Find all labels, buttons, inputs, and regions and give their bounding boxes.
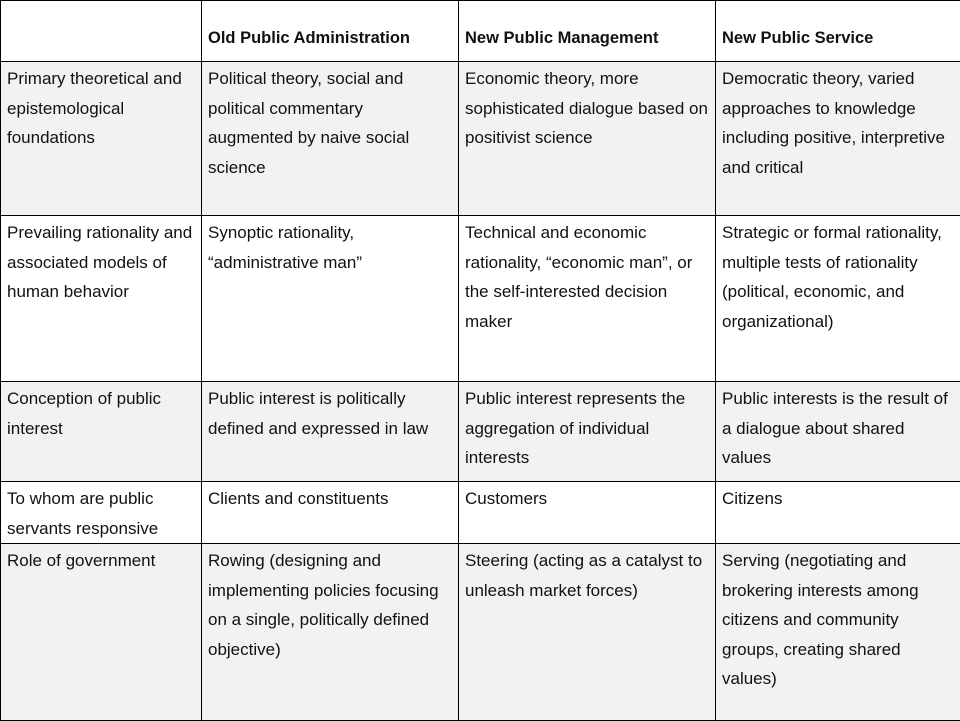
row-label: To whom are public servants responsive	[1, 482, 202, 544]
header-cell-empty	[1, 1, 202, 62]
cell-old-public-administration: Clients and constituents	[202, 482, 459, 544]
header-row	[1, 1, 960, 62]
cell-new-public-management: Economic theory, more sophisticated dialogue based on positivist science	[459, 62, 716, 216]
row-label: Conception of public interest	[1, 382, 202, 482]
cell-new-public-service: Public interests is the result of a dialogue about shared values	[716, 382, 960, 482]
cell-new-public-management: Customers	[459, 482, 716, 544]
cell-new-public-service: Strategic or formal rationality, multiple tests of rationality (political, economic, and organizational)	[716, 216, 960, 382]
header-cell-old-public-administration: Old Public Administration	[202, 1, 459, 62]
cell-old-public-administration: Synoptic rationality, “administrative man”	[202, 216, 459, 382]
cell-old-public-administration: Political theory, social and political commentary augmented by naive social science	[202, 62, 459, 216]
row-label: Prevailing rationality and associated models of human behavior	[1, 216, 202, 382]
cell-old-public-administration: Rowing (designing and implementing policies focusing on a single, politically defined objective)	[202, 544, 459, 721]
cell-new-public-service: Democratic theory, varied approaches to knowledge including positive, interpretive and critical	[716, 62, 960, 216]
cell-new-public-management: Steering (acting as a catalyst to unleash market forces)	[459, 544, 716, 721]
header-cell-new-public-management: New Public Management	[459, 1, 716, 62]
table-row	[1, 544, 960, 721]
table-row	[1, 382, 960, 482]
cell-old-public-administration: Public interest is politically defined and expressed in law	[202, 382, 459, 482]
table-row	[1, 216, 960, 382]
cell-new-public-management: Technical and economic rationality, “economic man”, or the self-interested decision maker	[459, 216, 716, 382]
header-cell-new-public-service: New Public Service	[716, 1, 960, 62]
row-label: Role of government	[1, 544, 202, 721]
cell-new-public-service: Citizens	[716, 482, 960, 544]
cell-new-public-service: Serving (negotiating and brokering interests among citizens and community groups, creating shared values)	[716, 544, 960, 721]
table-row	[1, 62, 960, 216]
cell-new-public-management: Public interest represents the aggregation of individual interests	[459, 382, 716, 482]
table-row	[1, 482, 960, 544]
row-label: Primary theoretical and epistemological foundations	[1, 62, 202, 216]
